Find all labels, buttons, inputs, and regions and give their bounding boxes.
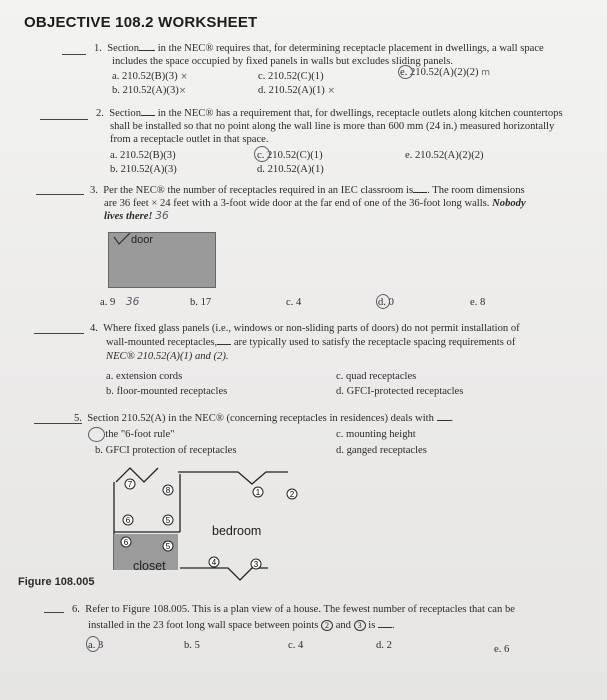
answer-line-q6[interactable]: [44, 612, 64, 613]
point-2: [287, 489, 297, 499]
q1-line2: includes the space occupied by fixed panels in walls but excludes sliding panels.: [112, 56, 453, 67]
q3-answer-circle: [376, 294, 390, 309]
point-5: [163, 515, 173, 525]
answer-line-q3[interactable]: [36, 194, 84, 195]
point-8: [163, 485, 173, 495]
q6-answer-circle: [86, 636, 100, 652]
q3-option-b: b. 17: [190, 297, 212, 308]
q1-option-d: d. 210.52(A)(1) ×: [258, 85, 335, 96]
point-4: [209, 557, 219, 567]
q2-option-b: b. 210.52(A)(3): [110, 164, 177, 175]
svg-text:7: 7: [127, 480, 133, 489]
q4-line3: NEC® 210.52(A)(1) and (2).: [106, 351, 229, 362]
svg-text:2: 2: [289, 490, 295, 499]
svg-text:4: 4: [211, 558, 217, 567]
page-title: OBJECTIVE 108.2 WORKSHEET: [24, 14, 258, 31]
point-3: [251, 559, 261, 569]
bedroom-label: bedroom: [212, 524, 262, 538]
q2-line3: from a receptacle outlet in that space.: [110, 134, 269, 145]
q2-option-d: d. 210.52(A)(1): [257, 164, 324, 175]
q2-option-a: a. 210.52(B)(3): [110, 150, 176, 161]
q3-line1: 3. Per the NEC® the number of receptacles required in an IEC classroom is . The room dimensions: [90, 185, 525, 196]
q4-option-a: a. extension cords: [106, 371, 183, 382]
closet-label: closet: [133, 559, 166, 573]
q5-option-b: b. GFCI protection of receptacles: [95, 445, 237, 456]
q2-option-e: e. 210.52(A)(2)(2): [405, 150, 484, 161]
door-label: door: [131, 234, 154, 246]
svg-text:5: 5: [165, 516, 171, 525]
q2-line2: shall be installed so that no point along the wall line is more than 600 mm (24 in.) measured horizontally: [110, 121, 555, 132]
q1-answer-circle: [398, 65, 413, 79]
point-7: [125, 479, 135, 489]
q4-option-d: d. GFCI-protected receptacles: [336, 386, 464, 397]
q6-option-c: c. 4: [288, 640, 304, 651]
q6-line2: installed in the 23 foot long wall space between points 2 and 3 is .: [88, 620, 395, 631]
q2-line1: 2. Section in the NEC® has a requirement that, for dwellings, receptacle outlets along kitchen countertops: [96, 108, 563, 119]
svg-text:3: 3: [253, 560, 259, 569]
q6-option-a: a. 3: [88, 640, 104, 651]
q5-option-d: d. ganged receptacles: [336, 445, 427, 456]
point-5-closet: [163, 541, 173, 551]
point-1: [253, 487, 263, 497]
q3-option-a: a. 9 36: [100, 296, 140, 308]
svg-text:6: 6: [125, 516, 131, 525]
q3-option-e: e. 8: [470, 297, 486, 308]
q1-line1: 1. Section in the NEC® requires that, for determining receptacle placement in dwellings, a wall space: [94, 43, 544, 54]
q3-line3: lives there! 36: [104, 210, 169, 222]
q3-option-d: d. 0: [378, 297, 394, 308]
point-6: [123, 515, 133, 525]
q6-line1: 6. Refer to Figure 108.005. This is a plan view of a house. The fewest number of receptacles that can be: [72, 604, 515, 615]
q5-option-c: c. mounting height: [336, 429, 416, 440]
q6-option-d: d. 2: [376, 640, 392, 651]
point-6-closet: [121, 537, 131, 547]
svg-text:5: 5: [165, 542, 171, 551]
answer-line-q4[interactable]: [34, 333, 84, 334]
q4-option-b: b. floor-mounted receptacles: [106, 386, 228, 397]
q5-line1: 5. Section 210.52(A) in the NEC® (concerning receptacles in residences) deals with .: [74, 413, 454, 424]
svg-text:1: 1: [255, 488, 261, 497]
q6-option-b: b. 5: [184, 640, 200, 651]
q6-option-e: e. 6: [494, 644, 510, 655]
answer-line-q2[interactable]: [40, 119, 88, 120]
q1-option-b: b. 210.52(A)(3)×: [112, 85, 187, 96]
q2-option-c: c. 210.52(C)(1): [257, 150, 323, 161]
q5-option-a: the "6-foot rule": [105, 429, 175, 440]
figure-caption: Figure 108.005: [18, 576, 95, 588]
q1-option-c: c. 210.52(C)(1): [258, 71, 324, 82]
q4-line2: wall-mounted receptacles, are typically used to satisfy the receptacle spacing requirements of: [106, 337, 516, 348]
svg-text:8: 8: [165, 486, 171, 495]
q3-line2: are 36 feet × 24 feet with a 3-foot wide door at the far end of one of the 36-foot long walls. Nobody: [104, 198, 526, 209]
q4-line1: 4. Where fixed glass panels (i.e., windows or non-sliding parts of doors) do not permit installation of: [90, 323, 520, 334]
svg-text:6: 6: [123, 538, 129, 547]
q4-option-c: c. quad receptacles: [336, 371, 417, 382]
q1-option-e: e. 210.52(A)(2)(2) m: [400, 67, 490, 78]
q5-answer-circle: [88, 427, 105, 442]
q3-option-c: c. 4: [286, 297, 302, 308]
q2-answer-circle: [254, 146, 270, 162]
answer-line-q1[interactable]: [62, 54, 86, 55]
q1-option-a: a. 210.52(B)(3) ×: [112, 71, 188, 82]
